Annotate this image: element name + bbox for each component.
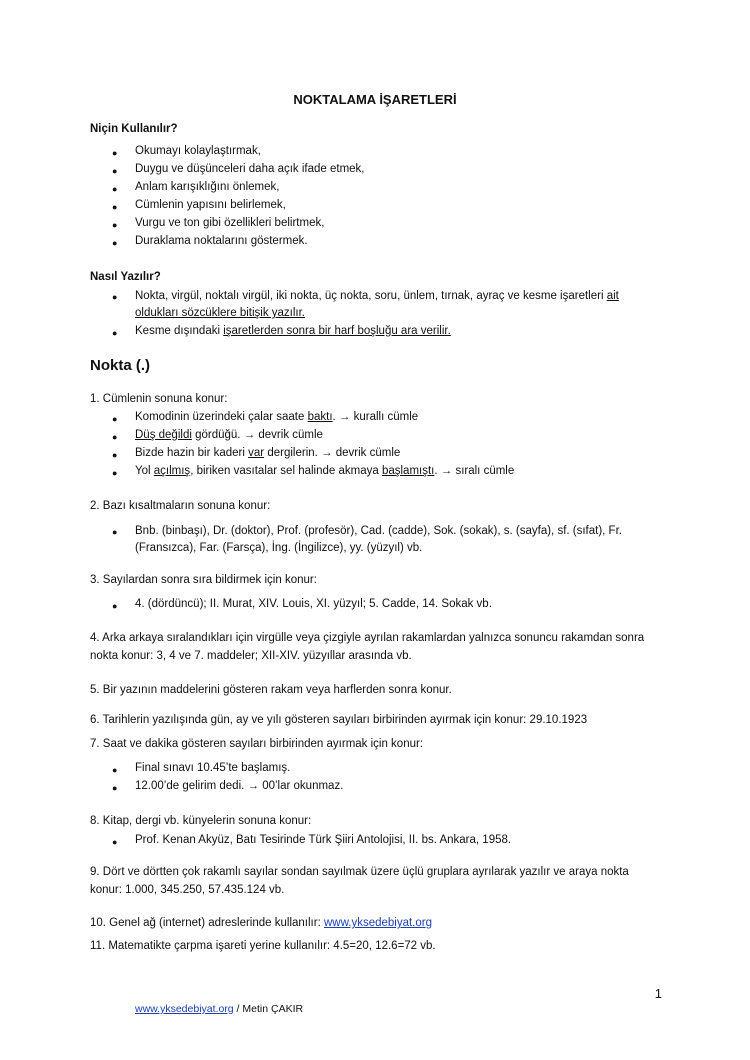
rule-4-line-1: 4. Arka arkaya sıralandıkları için virgülle veya çizgiyle ayrılan rakamlardan yalnızca sonuncu rakamdan sonra	[90, 632, 645, 644]
bullet: ●	[112, 450, 118, 460]
website-link[interactable]: www.yksedebiyat.org	[323, 917, 432, 929]
underlined-text: Düş değildi	[135, 429, 192, 441]
text: Nokta, virgül, noktalı virgül, iki nokta, üç nokta, soru, ünlem, tırnak, ayraç ve kesme işaretleri	[135, 290, 607, 302]
underlined-text: işaretlerden sonra bir harf boşluğu ara verilir.	[223, 325, 451, 337]
rule-10	[90, 917, 432, 929]
text: Bizde hazin bir kaderi	[135, 447, 249, 459]
underlined-text: başlamıştı	[381, 465, 435, 477]
rule-1: 1. Cümlenin sonuna konur:	[90, 393, 228, 405]
list-item: Okumayı kolaylaştırmak,	[135, 145, 261, 157]
bullet: ●	[112, 527, 118, 537]
bullet: ●	[112, 837, 118, 847]
rule-11: 11. Matematikte çarpma işareti yerine kullanılır: 4.5=20, 12.6=72 vb.	[90, 940, 436, 952]
underlined-text: açılmış	[153, 465, 191, 477]
list-item: Prof. Kenan Akyüz, Batı Tesirinde Türk Şiiri Antolojisi, II. bs. Ankara, 1958.	[135, 834, 512, 846]
text: Kesme dışındaki	[135, 325, 224, 337]
rule-7: 7. Saat ve dakika gösteren sayıları birbirinden ayırmak için konur:	[90, 738, 424, 750]
bullet: ●	[112, 432, 118, 442]
underlined-text: baktı	[307, 411, 333, 423]
rule-8: 8. Kitap, dergi vb. künyelerin sonuna konur:	[90, 815, 312, 827]
text: . → sıralı cümle	[434, 465, 515, 477]
text: . → kurallı cümle	[332, 411, 419, 423]
list-item	[135, 429, 323, 441]
bullet: ●	[112, 783, 118, 793]
text: 10. Genel ağ (internet) adreslerinde kullanılır:	[90, 917, 324, 929]
rule-3: 3. Sayılardan sonra sıra bildirmek için konur:	[90, 574, 317, 586]
section-heading-why: Niçin Kullanılır?	[90, 123, 178, 135]
bullet: ●	[112, 166, 118, 176]
bullet: ●	[112, 238, 118, 248]
rule-9-line-1: 9. Dört ve dörtten çok rakamlı sayılar sondan sayılmak üzere üçlü gruplara ayrılarak yazılır ve araya nokta	[90, 866, 629, 878]
list-item: Vurgu ve ton gibi özellikleri belirtmek,	[135, 217, 325, 229]
underlined-text: oldukları sözcüklere bitişik yazılır.	[135, 307, 306, 319]
rule-2: 2. Bazı kısaltmaların sonuna konur:	[90, 500, 271, 512]
bullet: ●	[112, 601, 118, 611]
list-item	[135, 288, 635, 322]
footer	[135, 1003, 303, 1015]
list-item	[135, 325, 451, 337]
text: gördüğü. → devrik cümle	[191, 429, 323, 441]
section-heading-nokta: Nokta (.)	[90, 357, 150, 374]
bullet: ●	[112, 220, 118, 230]
rule-4-line-2: nokta konur: 3, 4 ve 7. maddeler; XII-XIV. yüzyıllar arasında vb.	[90, 650, 412, 662]
bullet: ●	[112, 292, 118, 302]
rule-5: 5. Bir yazının maddelerini gösteren rakam veya harflerden sonra konur.	[90, 684, 452, 696]
rule-6: 6. Tarihlerin yazılışında gün, ay ve yılı gösteren sayıları birbirinden ayırmak için konur: 29.10.1923	[90, 714, 588, 726]
list-item	[135, 411, 418, 423]
list-item: Duygu ve düşünceleri daha açık ifade etmek,	[135, 163, 365, 175]
list-item: 12.00’de gelirim dedi. → 00’lar okunmaz.	[135, 780, 344, 792]
bullet: ●	[112, 328, 118, 338]
text: , biriken vasıtalar sel halinde akmaya	[190, 465, 382, 477]
bullet: ●	[112, 414, 118, 424]
footer-author: / Metin ÇAKIR	[233, 1003, 304, 1015]
list-item: Duraklama noktalarını göstermek.	[135, 235, 308, 247]
footer-link[interactable]: www.yksedebiyat.org	[135, 1003, 234, 1015]
bullet: ●	[112, 148, 118, 158]
bullet: ●	[112, 184, 118, 194]
text: dergilerin. → devrik cümle	[264, 447, 401, 459]
page-number: 1	[654, 986, 662, 1001]
bullet: ●	[112, 468, 118, 478]
bullet: ●	[112, 202, 118, 212]
underlined-text: ait	[606, 290, 619, 302]
bullet: ●	[112, 765, 118, 775]
list-item: Cümlenin yapısını belirlemek,	[135, 199, 286, 211]
page-title: NOKTALAMA İŞARETLERİ	[293, 92, 457, 107]
list-item	[135, 447, 400, 459]
rule-9-line-2: konur: 1.000, 345.250, 57.435.124 vb.	[90, 884, 285, 896]
list-item	[135, 465, 514, 477]
underlined-text: var	[248, 447, 265, 459]
section-heading-how: Nasıl Yazılır?	[90, 271, 161, 283]
list-item: Anlam karışıklığını önlemek,	[135, 181, 280, 193]
list-item: Final sınavı 10.45’te başlamış.	[135, 762, 291, 774]
list-item: 4. (dördüncü); II. Murat, XIV. Louis, XI. yüzyıl; 5. Cadde, 14. Sokak vb.	[135, 598, 492, 610]
text: Yol	[135, 465, 154, 477]
list-item: Bnb. (binbaşı), Dr. (doktor), Prof. (profesör), Cad. (cadde), Sok. (sokak), s. (sayfa), sf. (sıfat), Fr. (Fransızca), Far. (Farsça), İng. (İngilizce), yy. (yüzyıl) vb.	[135, 525, 622, 554]
text: Komodinin üzerindeki çalar saate	[135, 411, 308, 423]
